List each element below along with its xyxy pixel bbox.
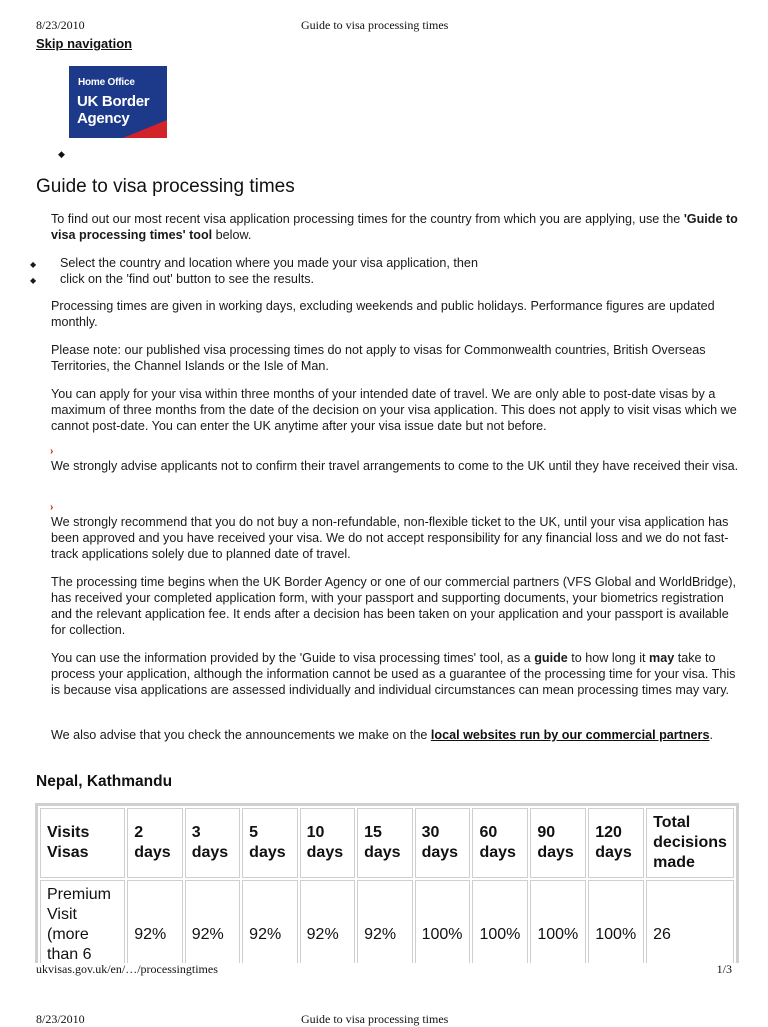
paragraph-travel-advice: We strongly advise applicants not to confirm their travel arrangements to come to the UK until they have received their visa. bbox=[51, 459, 739, 473]
table-header-cell: Visits Visas bbox=[40, 808, 125, 878]
table-header-cell: 10 days bbox=[300, 808, 355, 878]
guide-emphasis: guide bbox=[534, 651, 568, 665]
table-cell-total: 26 bbox=[646, 880, 734, 963]
table-header-cell: 2 days bbox=[127, 808, 182, 878]
may-emphasis: may bbox=[649, 651, 675, 665]
table-header-cell: 30 days bbox=[415, 808, 471, 878]
skip-navigation-link[interactable]: Skip navigation bbox=[36, 36, 133, 51]
table-header-cell: 90 days bbox=[530, 808, 586, 878]
table-cell: 92% bbox=[300, 880, 355, 963]
processing-times-table bbox=[35, 803, 739, 963]
bullet-icon: ◆ bbox=[30, 276, 37, 285]
location-heading: Nepal, Kathmandu bbox=[36, 773, 173, 790]
table-cell: 100% bbox=[530, 880, 586, 963]
intro-tool-name: 'Guide to visa processing times' tool bbox=[51, 212, 738, 242]
list-item-text: Select the country and location where you made your visa application, then bbox=[60, 256, 478, 270]
print-page-title: Guide to visa processing times bbox=[301, 18, 449, 32]
table-cell-visa-type: Premium Visit (more than 6 bbox=[40, 880, 125, 963]
paragraph-announcements bbox=[51, 727, 741, 743]
intro-text-end: below. bbox=[212, 228, 252, 242]
table-cell: 92% bbox=[185, 880, 240, 963]
list-item-text: click on the 'find out' button to see the results. bbox=[60, 272, 315, 286]
print-date: 8/23/2010 bbox=[36, 1012, 85, 1026]
list-item bbox=[30, 271, 730, 287]
table-header-cell: 3 days bbox=[185, 808, 240, 878]
bullet-icon: ◆ bbox=[58, 149, 65, 159]
instruction-list bbox=[30, 255, 730, 287]
paragraph-processing-days: Processing times are given in working days, excluding weekends and public holidays. Performance figures are updated monthly. bbox=[51, 299, 715, 329]
print-date: 8/23/2010 bbox=[36, 18, 85, 32]
logo-line-agency: Agency bbox=[77, 110, 130, 127]
paragraph-apply-window: You can apply for your visa within three months of your intended date of travel. We are only able to post-date visas by a maximum of three months from the date of the decision on your visa application. This does not apply to visit visas which we cannot post-date. You can enter the UK anytime after your visa issue date but not before. bbox=[51, 387, 737, 433]
table-header-cell: 120 days bbox=[588, 808, 644, 878]
intro-text: To find out our most recent visa application processing times for the country from which you are applying, use the bbox=[51, 212, 684, 226]
uk-border-agency-logo[interactable] bbox=[69, 66, 167, 138]
paragraph-note-commonwealth: Please note: our published visa processing times do not apply to visas for Commonwealth countries, British Overseas Territories, the Channel Islands or the Isle of Man. bbox=[51, 343, 706, 373]
table-header-row bbox=[40, 808, 734, 878]
page-title: Guide to visa processing times bbox=[36, 176, 295, 197]
paragraph-processing-start: The processing time begins when the UK Border Agency or one of our commercial partners (VFS Global and WorldBridge), has received your completed application form, with your passport and supporting documents, your biometrics registration and the relevant application fee. It ends after a decision has been taken on your application and your passport is available for collection. bbox=[51, 575, 737, 637]
table-header-cell: 5 days bbox=[242, 808, 297, 878]
print-footer bbox=[36, 962, 732, 976]
intro-paragraph bbox=[51, 211, 741, 243]
guide-usage-text: take to process your application, although the information cannot be used as a guarantee of the processing time for your visa. This is because visa applications are assessed individually and individual circumstances can mean processing times may vary. bbox=[51, 651, 736, 697]
announcements-text-end: . bbox=[709, 728, 713, 742]
guide-usage-text: to how long it bbox=[567, 651, 649, 665]
table-header-cell: 60 days bbox=[472, 808, 528, 878]
print-url: ukvisas.gov.uk/en/…/processingtimes bbox=[36, 962, 218, 976]
logo-red-stripe bbox=[123, 120, 167, 138]
chevron-right-icon: › bbox=[50, 446, 54, 457]
print-page-title: Guide to visa processing times bbox=[301, 1012, 449, 1026]
table-cell: 100% bbox=[472, 880, 528, 963]
logo-line-uk-border: UK Border bbox=[77, 93, 150, 110]
announcements-text: We also advise that you check the announcements we make on the bbox=[51, 728, 431, 742]
table-cell: 100% bbox=[415, 880, 471, 963]
chevron-right-icon: › bbox=[50, 502, 54, 513]
bullet-icon: ◆ bbox=[30, 260, 37, 269]
paragraph-ticket-advice: We strongly recommend that you do not buy a non-refundable, non-flexible ticket to the UK, until your visa application has been approved and you have received your visa. We do not accept responsibility for any financial loss and we do not fast-track applications solely due to planned date of travel. bbox=[51, 515, 729, 561]
print-page-number: 1/3 bbox=[716, 962, 732, 976]
table-header-cell: Total decisions made bbox=[646, 808, 734, 878]
list-item bbox=[30, 255, 730, 271]
table-cell: 92% bbox=[357, 880, 412, 963]
commercial-partners-link[interactable]: local websites run by our commercial partners bbox=[430, 728, 710, 742]
paragraph-guide-usage bbox=[51, 650, 741, 698]
table-cell: 92% bbox=[242, 880, 297, 963]
table-cell: 92% bbox=[127, 880, 182, 963]
table-row bbox=[40, 880, 734, 963]
guide-usage-text: You can use the information provided by the 'Guide to visa processing times' tool, as a bbox=[51, 651, 535, 665]
table-cell: 100% bbox=[588, 880, 644, 963]
logo-line-home-office: Home Office bbox=[78, 77, 135, 88]
table-header-cell: 15 days bbox=[357, 808, 412, 878]
print-header bbox=[36, 18, 732, 32]
